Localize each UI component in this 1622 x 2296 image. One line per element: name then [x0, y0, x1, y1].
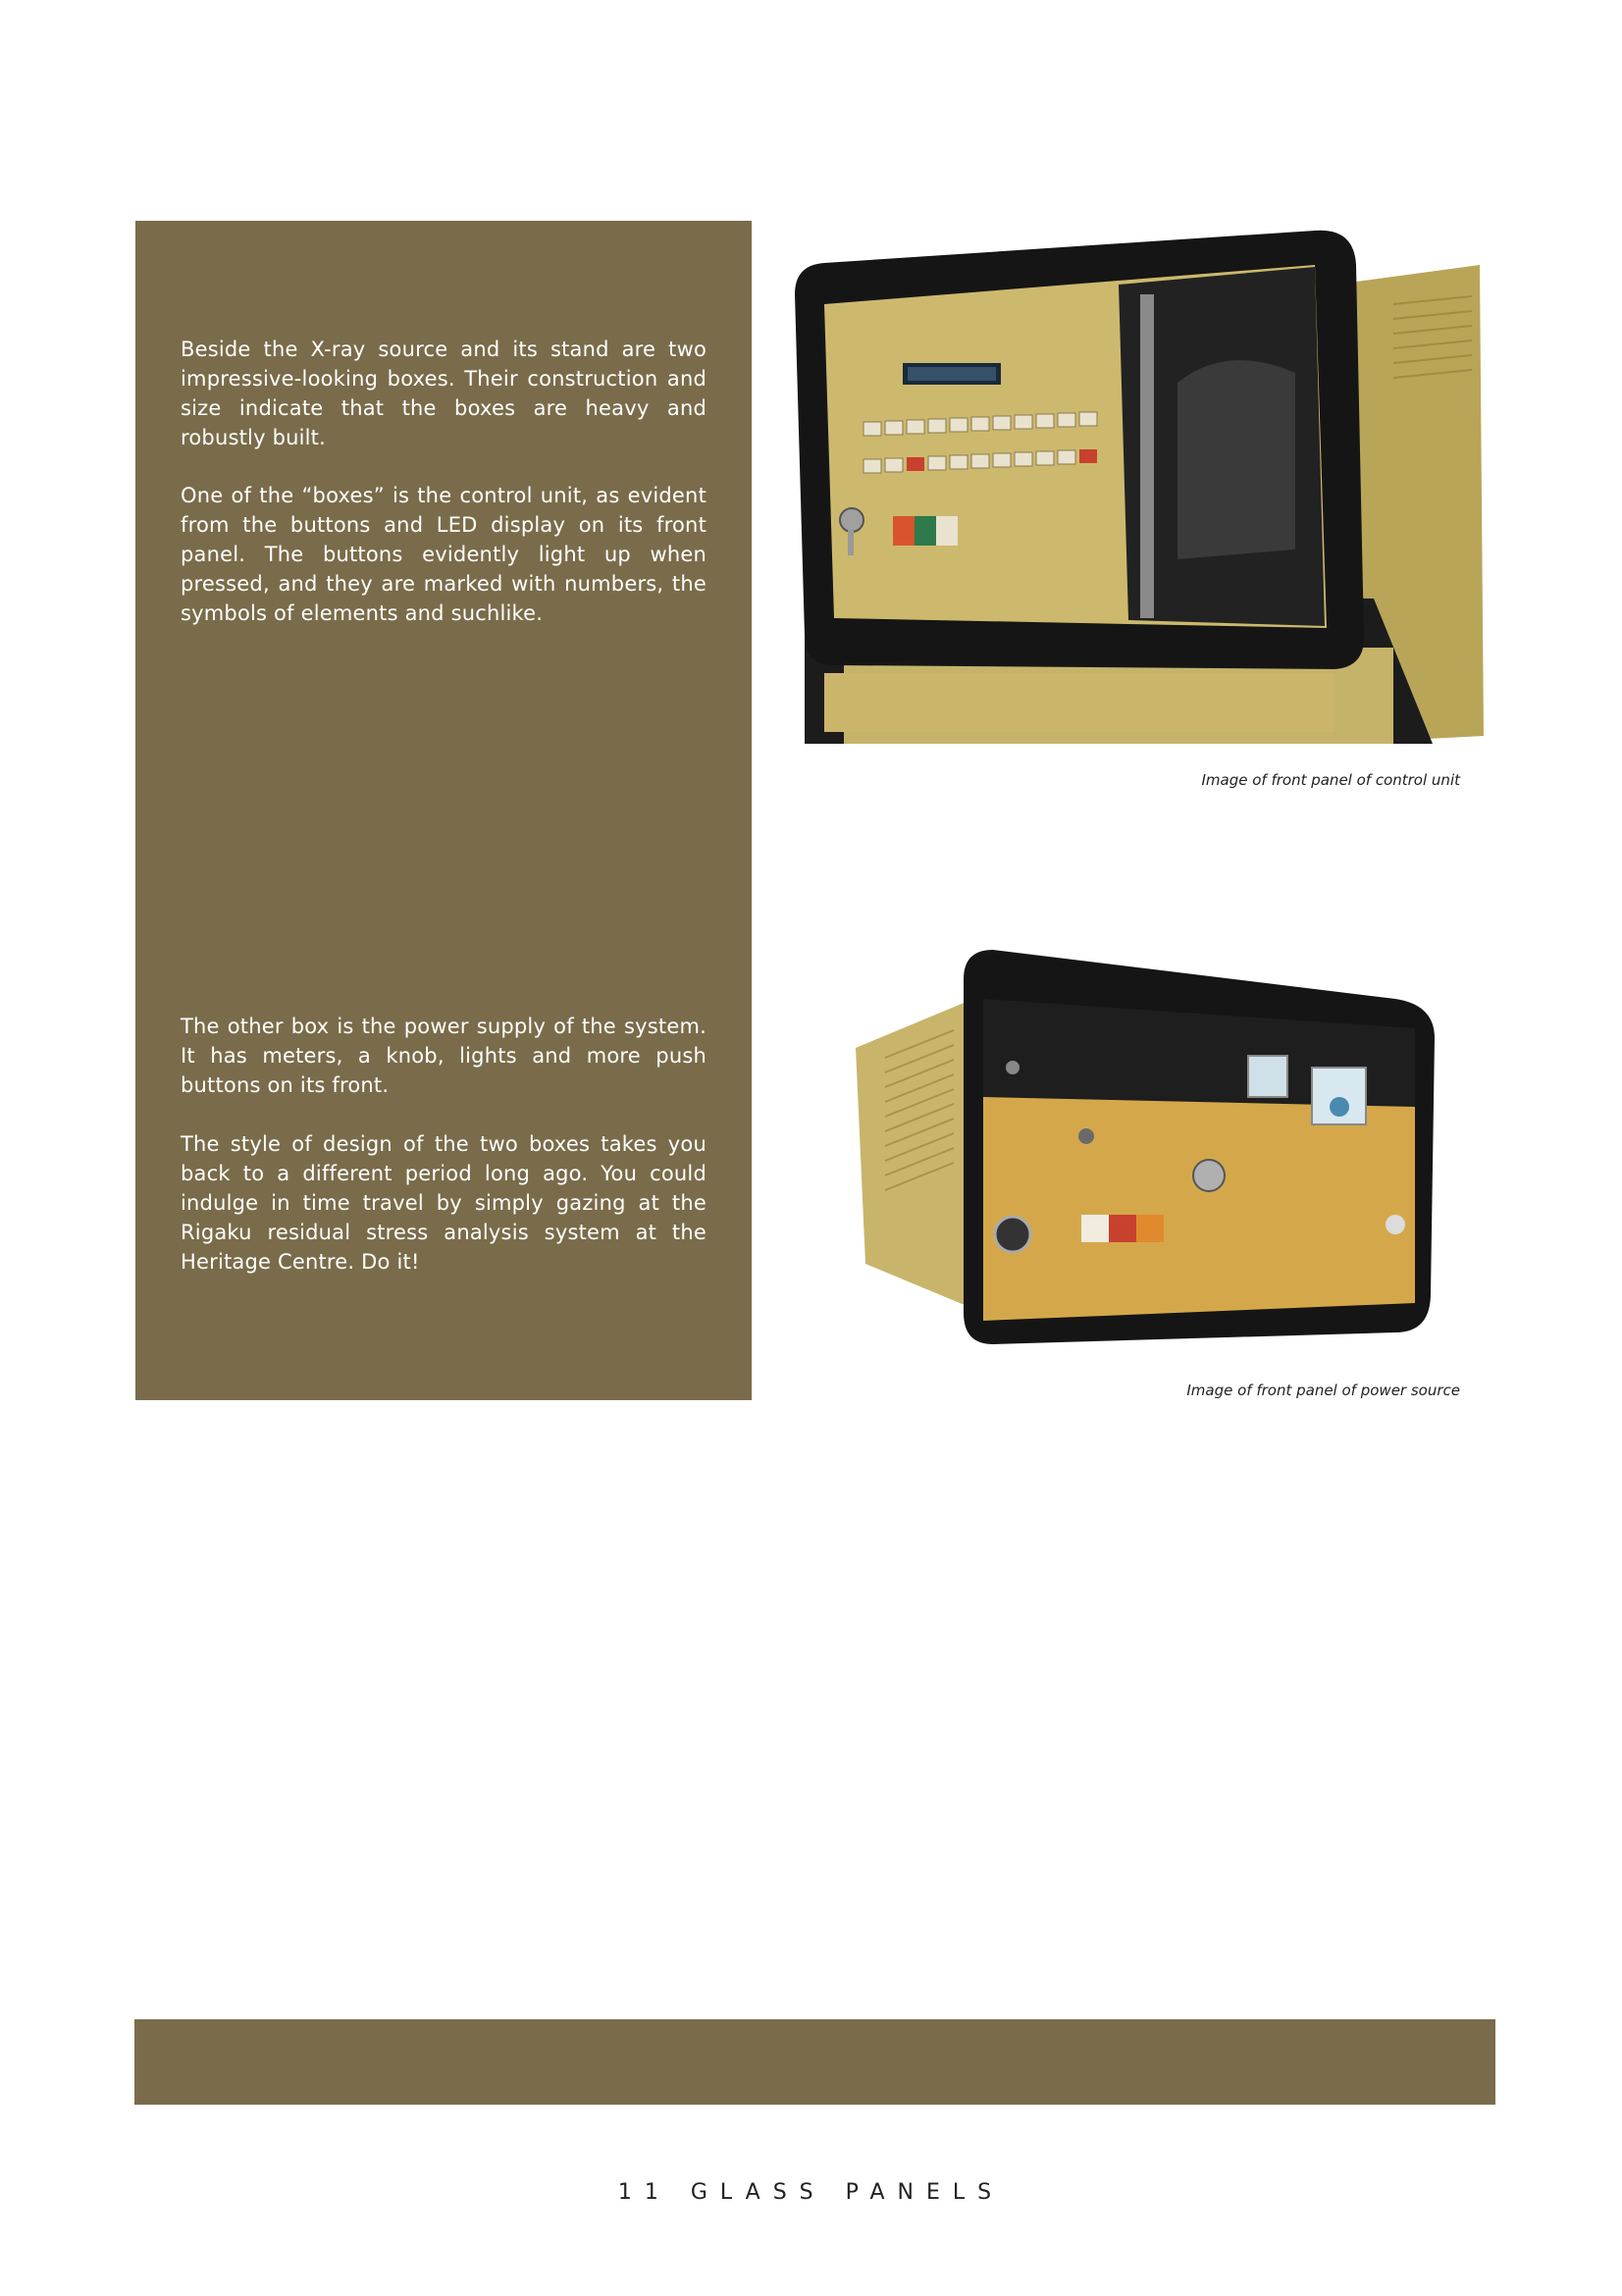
text-panel	[135, 221, 752, 1400]
page-footer: 11 GLASS PANELS	[617, 2180, 1005, 2205]
paragraph-power-supply: The other box is the power supply of the system. It has meters, a knob, lights and more push buttons on its front.	[181, 1015, 706, 1097]
power-source-photo	[846, 940, 1439, 1348]
paragraph-intro: Beside the X-ray source and its stand are two impressive-looking boxes. Their construction and size indicate that the boxes are heavy and robustly built.	[181, 338, 706, 449]
paragraph-control-unit: One of the “boxes” is the control unit, as evident from the buttons and LED display on its front panel. The buttons evidently light up when pressed, and they are marked with numbers, the symbols of elements and suchlike.	[181, 484, 706, 625]
paragraph-time-travel: The style of design of the two boxes takes you back to a different period long ago. You could indulge in time travel by simply gazing at the Rigaku residual stress analysis system at the Heritage Centre. Do it!	[181, 1132, 706, 1274]
footer-bar	[134, 2019, 1495, 2105]
control-unit-photo	[785, 226, 1484, 744]
power-source-caption: Image of front panel of power source	[1186, 1382, 1460, 1399]
control-unit-caption: Image of front panel of control unit	[1201, 771, 1460, 789]
